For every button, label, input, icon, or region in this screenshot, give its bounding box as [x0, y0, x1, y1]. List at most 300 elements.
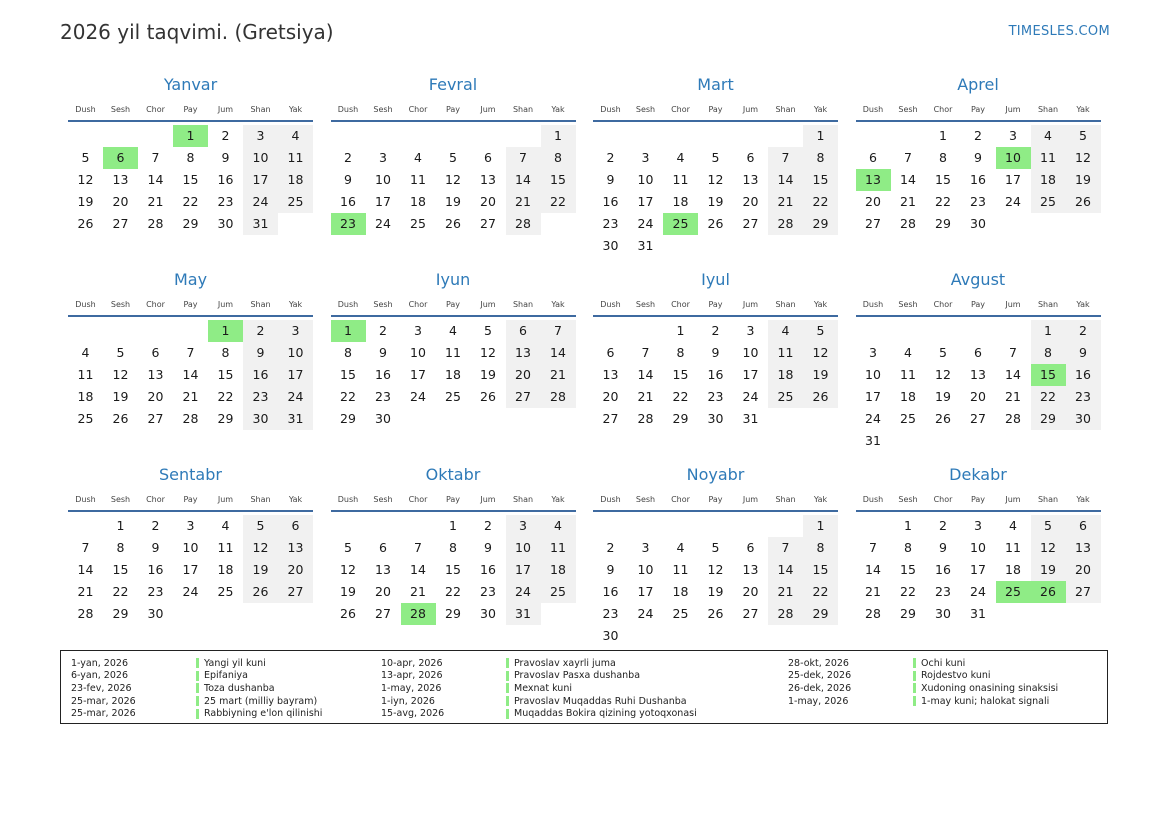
day-cell: 19	[340, 584, 356, 599]
day-cell: 16	[217, 172, 234, 187]
day-cell: 28	[900, 216, 916, 231]
day-cell: 20	[147, 389, 164, 404]
day-cell: 5	[711, 540, 720, 555]
day-cell: 18	[1005, 562, 1021, 577]
empty-day-cell	[768, 125, 803, 147]
weekday-header	[593, 296, 838, 314]
day-cell: 22	[803, 191, 838, 213]
holiday-day-cell: 1	[208, 320, 243, 342]
day-cell: 8	[344, 345, 352, 360]
weekday-label: Pay	[970, 105, 986, 114]
legend-date: 1-may, 2026	[788, 695, 849, 707]
weekday-label: Pay	[708, 495, 723, 504]
header-rule	[68, 315, 313, 317]
day-cell: 12	[1031, 537, 1066, 559]
weekday-label: Jum	[742, 495, 759, 504]
day-cell: 12	[340, 562, 356, 577]
legend-item	[381, 657, 697, 670]
legend-marker	[196, 683, 199, 693]
day-cell: 25	[541, 581, 576, 603]
weekday-label: Jum	[217, 300, 234, 309]
month-iyun	[331, 268, 576, 463]
holiday-day-cell: 25	[663, 213, 698, 235]
day-cell: 29	[340, 411, 356, 426]
weekday-label: Dush	[600, 495, 621, 504]
day-cell: 31	[970, 606, 986, 621]
empty-day-cell	[103, 125, 138, 147]
day-cell: 24	[865, 411, 881, 426]
day-cell: 7	[414, 540, 422, 555]
weekday-label: Chor	[933, 300, 953, 309]
day-cell: 5	[803, 320, 838, 342]
day-cell: 8	[221, 345, 230, 360]
day-cell: 27	[506, 386, 541, 408]
legend-item	[788, 657, 1058, 670]
day-cell: 16	[935, 562, 951, 577]
month-name: Noyabr	[686, 465, 745, 484]
legend-marker	[913, 671, 916, 681]
day-cell: 15	[900, 562, 916, 577]
weekday-label: Chor	[408, 105, 428, 114]
day-cell: 30	[375, 411, 391, 426]
weekday-header	[856, 101, 1101, 119]
day-cell: 22	[445, 584, 461, 599]
day-cell: 20	[480, 194, 496, 209]
day-cell: 18	[278, 169, 313, 191]
legend-holiday-name: 25 mart (milliy bayram)	[204, 695, 318, 707]
legend-holiday-name: Mexnat kuni	[514, 682, 572, 694]
header-rule	[331, 510, 576, 512]
empty-day-cell	[331, 125, 366, 147]
day-grid	[331, 320, 576, 430]
day-cell: 24	[637, 606, 654, 621]
day-cell: 3	[186, 518, 195, 533]
empty-day-cell	[856, 515, 891, 537]
day-cell: 28	[147, 216, 164, 231]
day-cell: 23	[970, 194, 986, 209]
day-cell: 23	[147, 584, 164, 599]
day-cell: 13	[970, 367, 986, 382]
holiday-day-cell: 26	[1031, 581, 1066, 603]
weekday-label: Pay	[183, 300, 198, 309]
day-cell: 8	[186, 150, 195, 165]
weekday-label: Jum	[742, 105, 759, 114]
day-cell: 10	[278, 342, 313, 364]
day-cell: 15	[340, 367, 356, 382]
day-cell: 10	[410, 345, 426, 360]
day-cell: 22	[541, 191, 576, 213]
holiday-day-cell: 1	[331, 320, 366, 342]
holiday-day-cell: 23	[331, 213, 366, 235]
day-cell: 21	[77, 584, 94, 599]
legend-date: 23-fev, 2026	[71, 682, 132, 694]
day-cell: 11	[445, 345, 461, 360]
weekday-label: Chor	[408, 300, 428, 309]
day-cell: 9	[243, 342, 278, 364]
month-name: Fevral	[428, 75, 478, 94]
month-name: Sentabr	[159, 465, 222, 484]
day-cell: 9	[606, 562, 615, 577]
weekday-label: Chor	[408, 495, 428, 504]
day-cell: 30	[707, 411, 724, 426]
day-cell: 25	[217, 584, 234, 599]
day-cell: 24	[970, 584, 986, 599]
day-cell: 6	[606, 345, 615, 360]
day-cell: 22	[935, 194, 951, 209]
day-cell: 10	[865, 367, 881, 382]
day-cell: 21	[182, 389, 199, 404]
day-cell: 25	[768, 386, 803, 408]
page-title: 2026 yil taqvimi. (Gretsiya)	[60, 20, 334, 44]
legend-marker	[913, 683, 916, 693]
day-cell: 8	[803, 537, 838, 559]
day-grid	[856, 320, 1101, 452]
day-cell: 17	[865, 389, 881, 404]
weekday-label: Yak	[813, 105, 828, 114]
weekday-label: Dush	[862, 105, 884, 114]
day-cell: 3	[641, 540, 650, 555]
weekday-label: Shan	[1037, 300, 1059, 309]
day-cell: 22	[1031, 386, 1066, 408]
day-cell: 30	[217, 216, 234, 231]
day-cell: 12	[1066, 147, 1101, 169]
day-cell: 4	[278, 125, 313, 147]
day-cell: 7	[1009, 345, 1017, 360]
legend-item	[381, 670, 697, 683]
weekday-label: Sesh	[898, 300, 918, 309]
day-cell: 2	[711, 323, 720, 338]
weekday-header	[68, 101, 313, 119]
holiday-day-cell: 15	[1031, 364, 1066, 386]
day-cell: 7	[768, 147, 803, 169]
day-cell: 1	[904, 518, 912, 533]
day-cell: 19	[707, 584, 724, 599]
day-cell: 27	[278, 581, 313, 603]
day-cell: 21	[541, 364, 576, 386]
empty-day-cell	[68, 320, 103, 342]
empty-day-cell	[768, 515, 803, 537]
legend-holiday-name: Toza dushanba	[204, 682, 275, 694]
day-cell: 25	[410, 216, 426, 231]
day-cell: 30	[602, 238, 619, 253]
header-rule	[593, 120, 838, 122]
month-name: Mart	[697, 75, 734, 94]
day-cell: 19	[1066, 169, 1101, 191]
weekday-label: Sesh	[110, 105, 131, 114]
day-cell: 31	[637, 238, 654, 253]
day-cell: 23	[602, 606, 619, 621]
day-cell: 22	[112, 584, 129, 599]
weekday-label: Jum	[480, 105, 496, 114]
legend-column	[788, 657, 1058, 707]
day-cell: 23	[375, 389, 391, 404]
legend-item	[71, 695, 322, 708]
legend-date: 1-iyn, 2026	[381, 695, 435, 707]
empty-day-cell	[698, 515, 733, 537]
holiday-day-cell: 6	[103, 147, 138, 169]
day-cell: 18	[77, 389, 94, 404]
day-cell: 30	[935, 606, 951, 621]
legend-marker	[913, 658, 916, 668]
empty-day-cell	[471, 125, 506, 147]
day-cell: 15	[803, 559, 838, 581]
day-cell: 26	[77, 216, 94, 231]
day-cell: 12	[112, 367, 129, 382]
day-cell: 24	[410, 389, 426, 404]
day-cell: 29	[217, 411, 234, 426]
weekday-header	[593, 491, 838, 509]
day-cell: 10	[375, 172, 391, 187]
day-cell: 21	[410, 584, 426, 599]
day-cell: 10	[742, 345, 759, 360]
day-cell: 13	[506, 342, 541, 364]
day-cell: 15	[541, 169, 576, 191]
weekday-label: Yak	[551, 495, 565, 504]
day-cell: 11	[672, 172, 689, 187]
empty-day-cell	[663, 125, 698, 147]
day-cell: 26	[445, 216, 461, 231]
day-cell: 18	[672, 584, 689, 599]
header-rule	[856, 510, 1101, 512]
day-cell: 27	[1066, 581, 1101, 603]
legend-marker	[196, 696, 199, 706]
day-cell: 18	[410, 194, 426, 209]
day-cell: 9	[484, 540, 492, 555]
day-cell: 14	[77, 562, 94, 577]
day-cell: 25	[900, 411, 916, 426]
day-cell: 25	[1031, 191, 1066, 213]
day-cell: 19	[77, 194, 94, 209]
month-iyul	[593, 268, 838, 463]
day-cell: 2	[606, 540, 615, 555]
day-cell: 26	[1066, 191, 1101, 213]
weekday-label: Dush	[337, 300, 359, 309]
day-cell: 27	[375, 606, 391, 621]
day-cell: 3	[746, 323, 755, 338]
legend-item	[788, 695, 1058, 708]
day-cell: 22	[340, 389, 356, 404]
day-cell: 30	[602, 628, 619, 643]
day-cell: 14	[768, 559, 803, 581]
legend-marker	[506, 696, 509, 706]
day-grid	[593, 320, 838, 430]
day-cell: 11	[900, 367, 916, 382]
day-cell: 30	[480, 606, 496, 621]
day-cell: 26	[340, 606, 356, 621]
day-cell: 29	[900, 606, 916, 621]
day-cell: 6	[974, 345, 982, 360]
holiday-day-cell: 28	[401, 603, 436, 625]
day-cell: 28	[506, 213, 541, 235]
day-cell: 21	[865, 584, 881, 599]
weekday-header	[856, 296, 1101, 314]
day-cell: 20	[375, 584, 391, 599]
weekday-label: Yak	[813, 495, 828, 504]
weekday-label: Shan	[250, 300, 271, 309]
brand-link[interactable]: TIMESLES.COM	[1008, 24, 1110, 39]
legend-holiday-name: Rojdestvo kuni	[921, 670, 991, 682]
weekday-label: Chor	[146, 105, 165, 114]
empty-day-cell	[961, 320, 996, 342]
day-cell: 30	[243, 408, 278, 430]
day-cell: 20	[742, 194, 759, 209]
month-avgust	[856, 268, 1101, 463]
month-name: Dekabr	[949, 465, 1007, 484]
day-cell: 26	[480, 389, 496, 404]
empty-day-cell	[103, 320, 138, 342]
day-cell: 3	[869, 345, 877, 360]
day-cell: 4	[1009, 518, 1017, 533]
day-cell: 3	[414, 323, 422, 338]
legend-item	[788, 682, 1058, 695]
day-cell: 26	[243, 581, 278, 603]
day-cell: 28	[182, 411, 199, 426]
day-grid	[331, 125, 576, 235]
day-cell: 21	[147, 194, 164, 209]
legend-date: 26-dek, 2026	[788, 682, 852, 694]
day-cell: 12	[445, 172, 461, 187]
weekday-label: Dush	[337, 495, 359, 504]
weekday-label: Chor	[933, 105, 953, 114]
empty-day-cell	[593, 125, 628, 147]
month-yanvar	[68, 73, 313, 268]
day-cell: 13	[742, 172, 759, 187]
day-cell: 27	[147, 411, 164, 426]
day-cell: 30	[970, 216, 986, 231]
day-cell: 12	[77, 172, 94, 187]
day-cell: 22	[672, 389, 689, 404]
day-cell: 27	[742, 216, 759, 231]
day-cell: 1	[939, 128, 947, 143]
day-cell: 2	[344, 150, 352, 165]
empty-day-cell	[628, 515, 663, 537]
day-cell: 19	[1031, 559, 1066, 581]
weekday-label: Jum	[217, 495, 234, 504]
header-rule	[68, 510, 313, 512]
day-cell: 20	[602, 389, 619, 404]
day-cell: 1	[803, 125, 838, 147]
weekday-label: Chor	[933, 495, 953, 504]
legend-date: 25-mar, 2026	[71, 708, 136, 720]
day-cell: 9	[1066, 342, 1101, 364]
header-rule	[331, 120, 576, 122]
day-cell: 11	[672, 562, 689, 577]
day-cell: 23	[935, 584, 951, 599]
empty-day-cell	[698, 125, 733, 147]
weekday-label: Chor	[146, 300, 165, 309]
day-cell: 19	[803, 364, 838, 386]
weekday-label: Chor	[671, 105, 690, 114]
day-cell: 27	[480, 216, 496, 231]
legend-item	[381, 695, 697, 708]
day-cell: 3	[506, 515, 541, 537]
day-cell: 3	[974, 518, 982, 533]
day-cell: 21	[768, 581, 803, 603]
empty-day-cell	[891, 320, 926, 342]
empty-day-cell	[138, 320, 173, 342]
weekday-label: Yak	[813, 300, 828, 309]
day-cell: 19	[935, 389, 951, 404]
weekday-label: Jum	[1005, 300, 1021, 309]
day-cell: 29	[182, 216, 199, 231]
day-cell: 5	[484, 323, 492, 338]
month-name: May	[173, 270, 208, 289]
day-cell: 2	[151, 518, 160, 533]
weekday-label: Jum	[217, 105, 234, 114]
day-cell: 7	[81, 540, 90, 555]
legend-holiday-name: Yangi yil kuni	[204, 657, 266, 669]
legend-holiday-name: Xudoning onasining sinaksisi	[921, 682, 1059, 694]
day-cell: 15	[445, 562, 461, 577]
weekday-label: Shan	[512, 495, 534, 504]
day-cell: 1	[1031, 320, 1066, 342]
day-cell: 17	[278, 364, 313, 386]
weekday-label: Shan	[775, 105, 796, 114]
day-cell: 17	[742, 367, 759, 382]
month-may	[68, 268, 313, 463]
day-cell: 4	[676, 540, 685, 555]
day-cell: 18	[672, 194, 689, 209]
weekday-label: Dush	[75, 105, 96, 114]
weekday-label: Sesh	[635, 300, 656, 309]
day-cell: 4	[676, 150, 685, 165]
day-cell: 4	[414, 150, 422, 165]
day-cell: 14	[147, 172, 164, 187]
weekday-label: Jum	[1005, 495, 1021, 504]
day-cell: 13	[602, 367, 619, 382]
legend-marker	[506, 671, 509, 681]
legend-holiday-name: Pravoslav Muqaddas Ruhi Dushanba	[514, 695, 687, 707]
month-name: Iyul	[701, 270, 730, 289]
day-cell: 2	[221, 128, 230, 143]
day-cell: 16	[243, 364, 278, 386]
header-rule	[593, 315, 838, 317]
day-cell: 17	[243, 169, 278, 191]
day-cell: 31	[865, 433, 881, 448]
holiday-day-cell: 13	[856, 169, 891, 191]
day-cell: 1	[449, 518, 457, 533]
day-cell: 18	[900, 389, 916, 404]
weekday-label: Sesh	[898, 495, 918, 504]
day-cell: 29	[803, 603, 838, 625]
month-oktabr	[331, 463, 576, 658]
day-cell: 7	[768, 537, 803, 559]
header-rule	[856, 315, 1101, 317]
day-cell: 25	[672, 606, 689, 621]
day-cell: 24	[243, 191, 278, 213]
day-cell: 25	[278, 191, 313, 213]
day-cell: 31	[742, 411, 759, 426]
weekday-label: Yak	[1076, 300, 1090, 309]
day-cell: 9	[711, 345, 720, 360]
weekday-label: Dush	[862, 300, 884, 309]
day-grid	[68, 125, 313, 235]
empty-day-cell	[926, 320, 961, 342]
day-cell: 3	[379, 150, 387, 165]
day-cell: 15	[112, 562, 129, 577]
day-cell: 7	[506, 147, 541, 169]
header-rule	[593, 510, 838, 512]
day-cell: 10	[637, 172, 654, 187]
day-cell: 24	[375, 216, 391, 231]
day-cell: 26	[803, 386, 838, 408]
weekday-label: Pay	[445, 300, 461, 309]
day-cell: 6	[506, 320, 541, 342]
day-cell: 12	[707, 172, 724, 187]
weekday-label: Sesh	[110, 495, 131, 504]
day-cell: 16	[340, 194, 356, 209]
day-cell: 9	[939, 540, 947, 555]
